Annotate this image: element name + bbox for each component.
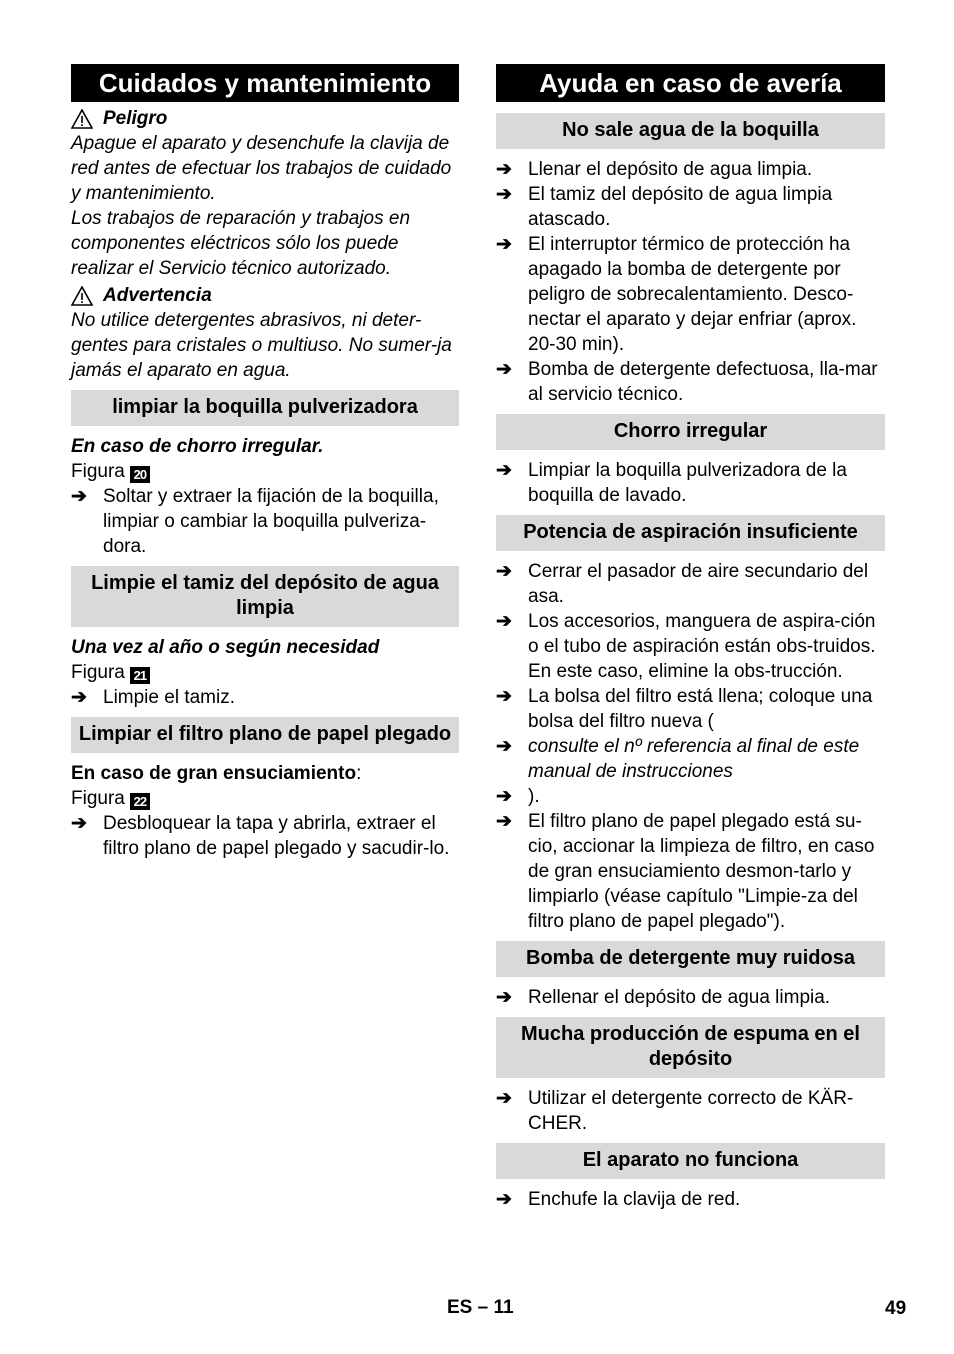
arrow-right-icon: ➔	[496, 786, 512, 807]
arrow-right-icon: ➔	[496, 611, 512, 632]
arrow-right-icon: ➔	[71, 813, 87, 834]
danger-notice	[71, 106, 459, 131]
heading-irregular-jet: Chorro irregular	[496, 414, 885, 450]
list-item	[71, 685, 459, 710]
heading-no-water: No sale agua de la boquilla	[496, 113, 885, 149]
list-item	[496, 1086, 885, 1136]
list-item	[496, 559, 885, 609]
heading-clean-flat-filter: Limpiar el filtro plano de papel plegado	[71, 717, 459, 753]
left-column	[71, 64, 459, 861]
subhead-text: En caso de gran ensuciamiento	[71, 763, 357, 784]
list-item-text: Los accesorios, manguera de aspira-ción o el tubo de aspiración están obs-truidos. En este caso, elimine la obs-trucción.	[528, 611, 876, 682]
list-item-text: El tamiz del depósito de agua limpia atascado.	[528, 184, 833, 230]
arrow-right-icon: ➔	[496, 686, 512, 707]
figure-label: Figura	[71, 788, 125, 809]
list-item	[496, 357, 885, 407]
list-item-text: La bolsa del filtro está llena; coloque una bolsa del filtro nueva (	[528, 686, 873, 732]
warning-text: No utilice detergentes abrasivos, ni deter-gentes para cristales o multiuso. No sumer-ja jamás el aparato en agua.	[71, 310, 452, 381]
heading-noisy-pump: Bomba de detergente muy ruidosa	[496, 941, 885, 977]
subhead-heavy-soiling	[71, 761, 459, 786]
list-item-text: ).	[528, 786, 540, 807]
section-title-maintenance: Cuidados y mantenimiento	[71, 64, 459, 102]
warning-triangle-icon	[71, 286, 93, 306]
list-item	[496, 1187, 885, 1212]
list-item	[496, 232, 885, 357]
arrow-right-icon: ➔	[71, 486, 87, 507]
arrow-right-icon: ➔	[496, 460, 512, 481]
section-title-troubleshooting: Ayuda en caso de avería	[496, 64, 885, 102]
list-item-text: Limpiar la boquilla pulverizadora de la boquilla de lavado.	[528, 460, 847, 506]
list-item-text: Desbloquear la tapa y abrirla, extraer el filtro plano de papel plegado y sacudir-lo.	[103, 813, 450, 859]
list-item-text: El interruptor térmico de protección ha apagado la bomba de detergente por peligro de sobrecalentamiento. Desco-nectar el aparato y dejar enfriar (aprox. 20-30 min).	[528, 234, 857, 355]
list-item	[71, 811, 459, 861]
figure-ref	[71, 786, 459, 811]
subhead-yearly: Una vez al año o según necesidad	[71, 637, 380, 658]
heading-clean-sieve: Limpie el tamiz del depósito de agua limpia	[71, 566, 459, 627]
warning-triangle-icon	[71, 109, 93, 129]
arrow-right-icon: ➔	[496, 987, 512, 1008]
arrow-right-icon: ➔	[496, 561, 512, 582]
heading-excess-foam: Mucha producción de espuma en el depósito	[496, 1017, 885, 1078]
list-item	[496, 985, 885, 1010]
warning-notice	[71, 283, 459, 308]
figure-label: Figura	[71, 662, 125, 683]
danger-label: Peligro	[103, 108, 168, 129]
arrow-right-icon: ➔	[496, 184, 512, 205]
figure-ref	[71, 660, 459, 685]
list-item	[71, 484, 459, 559]
arrow-right-icon: ➔	[496, 811, 512, 832]
list-item-text: Llenar el depósito de agua limpia.	[528, 159, 813, 180]
right-column	[496, 64, 885, 1212]
list-item-text: Rellenar el depósito de agua limpia.	[528, 987, 831, 1008]
arrow-right-icon: ➔	[496, 1088, 512, 1109]
list-item-text: Bomba de detergente defectuosa, lla-mar al servicio técnico.	[528, 359, 878, 405]
arrow-right-icon: ➔	[71, 687, 87, 708]
arrow-right-icon: ➔	[496, 359, 512, 380]
warning-label: Advertencia	[103, 285, 212, 306]
footer-page-number: 49	[885, 1298, 907, 1319]
list-item	[496, 809, 885, 934]
danger-text-2: Los trabajos de reparación y trabajos en componentes eléctricos sólo los puede realizar el Servicio técnico autorizado.	[71, 208, 411, 279]
list-item	[496, 157, 885, 182]
list-item-text: Cerrar el pasador de aire secundario del asa.	[528, 561, 869, 607]
heading-clean-nozzle: limpiar la boquilla pulverizadora	[71, 390, 459, 426]
list-item	[496, 182, 885, 232]
list-item-text: Enchufe la clavija de red.	[528, 1189, 741, 1210]
list-item	[496, 734, 885, 784]
heading-insufficient-suction: Potencia de aspiración insuficiente	[496, 515, 885, 551]
list-item	[496, 609, 885, 684]
footer-language-page: ES – 11	[447, 1297, 514, 1318]
arrow-right-icon: ➔	[496, 159, 512, 180]
subhead-suffix: :	[356, 763, 362, 784]
figure-number-badge: 21	[130, 667, 150, 684]
list-item-text: consulte el nº referencia al final de este manual de instrucciones	[528, 736, 860, 782]
figure-ref	[71, 459, 459, 484]
list-item-text: Soltar y extraer la fijación de la boquilla, limpiar o cambiar la boquilla pulveriza-dora.	[103, 486, 439, 557]
list-item-text: El filtro plano de papel plegado está su-cio, accionar la limpieza de filtro, en caso de gran ensuciamiento desmon-tarlo y limpiarlo (véase capítulo "Limpie-za del filtro plano de papel plegado").	[528, 811, 875, 932]
heading-device-not-working: El aparato no funciona	[496, 1143, 885, 1179]
list-item	[496, 784, 885, 809]
list-item	[496, 684, 885, 734]
subhead-irregular-jet: En caso de chorro irregular.	[71, 436, 324, 457]
arrow-right-icon: ➔	[496, 1189, 512, 1210]
list-item	[496, 458, 885, 508]
figure-label: Figura	[71, 461, 125, 482]
danger-text-1: Apague el aparato y desenchufe la clavija de red antes de efectuar los trabajos de cuidado y mantenimiento.	[71, 133, 452, 204]
arrow-right-icon: ➔	[496, 234, 512, 255]
arrow-right-icon: ➔	[496, 736, 512, 757]
figure-number-badge: 20	[130, 466, 150, 483]
figure-number-badge: 22	[130, 793, 150, 810]
list-item-text: Utilizar el detergente correcto de KÄR-CHER.	[528, 1088, 854, 1134]
list-item-text: Limpie el tamiz.	[103, 687, 235, 708]
